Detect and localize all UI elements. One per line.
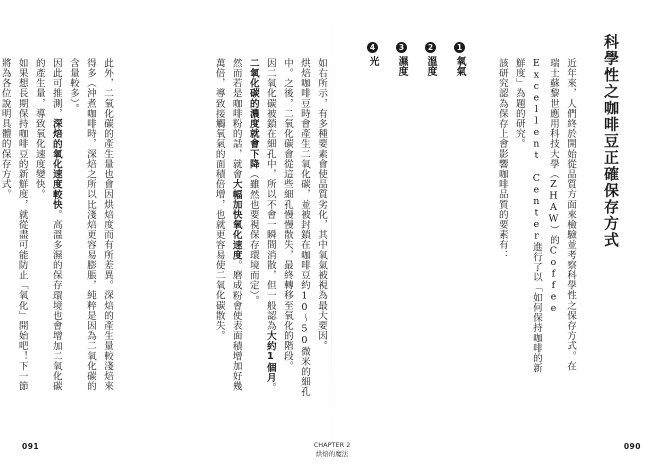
highlight-text: 大約1個月 (264, 330, 276, 383)
paragraph: 此外，二氧化碳的產生量也會因烘焙度而有所差異。深焙的產生量較淺焙來得多（沖煮咖啡時，深焙之所以比淺焙更容易膨脹，純粹是因為二氧化碳的含量較多）。 (67, 58, 113, 392)
highlight-text: 深焙的氧化速度較快 (50, 118, 62, 210)
chapter-title: 烘焙的魔法 (315, 449, 349, 458)
paragraph: 如右所示，有多種要素會使品質劣化，其中氧氣被視為最大要因。 (316, 58, 327, 351)
factor-temperature: 2 溫度 (425, 43, 436, 76)
paragraph: 因此可推測，深焙的氧化速度較快。高溫多濕的保存環境也會增加二氧化碳的產生量，導致氧化速度變快。 (33, 58, 62, 392)
chapter-label: CHAPTER 2 (313, 441, 351, 450)
factor-humidity: 3 濕度 (396, 43, 407, 76)
factor-number-badge: 2 (425, 42, 436, 53)
intro-paragraph: 近年來，人們終於開始從品質方面來檢驗並考察科學性之保存方式。在瑞士蘇黎世應用科技大學（ZHAW）的Coffee Excellent Center進行了以「如何保持咖啡的新鮮度」為題的研究。 (513, 58, 576, 374)
highlight-text: 大幅加快氧化速度 (230, 179, 242, 261)
page-number-left: 091 (22, 442, 40, 451)
factors-intro: 該研究認為保存上會影響咖啡品質的要素有： (496, 58, 508, 260)
section-title: 科學性之咖啡豆正確保存方式 (602, 34, 620, 249)
paragraph: 然而若是咖啡粉的話，就會大幅加快氧化速度。磨成粉會使表面積增加好幾萬倍，導致接觸氧氣的面積倍增，也就更容易使二氧化碳散失。 (213, 58, 242, 392)
left-page (0, 0, 331, 470)
running-head (302, 441, 362, 458)
paragraph: 因二氧化碳被鎖在細孔中，所以不會一瞬間消散，但一般認為大約1個月。 (264, 58, 276, 393)
left-body-text-a: 如右所示，有多種要素會使品質劣化，其中氧氣被視為最大要因。 烘焙咖啡豆時會產生二氧化碳，並被封鎖在咖啡豆約10～50微米的細孔中。之後，二氧化碳會從這些細孔慢慢散失，最終轉移至氧化的階段。 因二氧化碳被鎖在細孔中，所以不會一瞬間消散，但一般認為大約1個月。二氧化碳的濃度就會下降（雖然也要視保存環境而定）。 然而若是咖啡粉的話，就會大幅加快氧化速度。磨成粉會使表面積增加好幾萬倍，導致接觸氧氣的面積倍增，也就更容易使二氧化碳散失。 (213, 58, 327, 397)
left-body-text-b (0, 58, 116, 398)
paragraph: 烘焙咖啡豆時會產生二氧化碳，並被封鎖在咖啡豆約10～50微米的細孔中。之後，二氧化碳會從這些細孔慢慢散失，最終轉移至氧化的階段。 (281, 58, 310, 397)
factor-oxygen: 1 氧氣 (454, 43, 465, 76)
right-page (331, 0, 663, 470)
factor-number-badge: 1 (454, 42, 465, 53)
factor-number-badge: 4 (367, 42, 378, 53)
right-body-text (449, 58, 579, 378)
paragraph: 如果想長期保持咖啡豆的新鮮度，就從盡可能防止「氧化」開始吧！下一節將為各位說明具體的保存方式。 (0, 58, 28, 392)
factor-number-badge: 3 (396, 42, 407, 53)
page-number-right: 090 (623, 442, 641, 451)
highlight-text: 二氧化碳的濃度就會下降 (247, 58, 259, 170)
factor-light: 4 光 (367, 43, 378, 66)
factor-list (365, 42, 467, 152)
